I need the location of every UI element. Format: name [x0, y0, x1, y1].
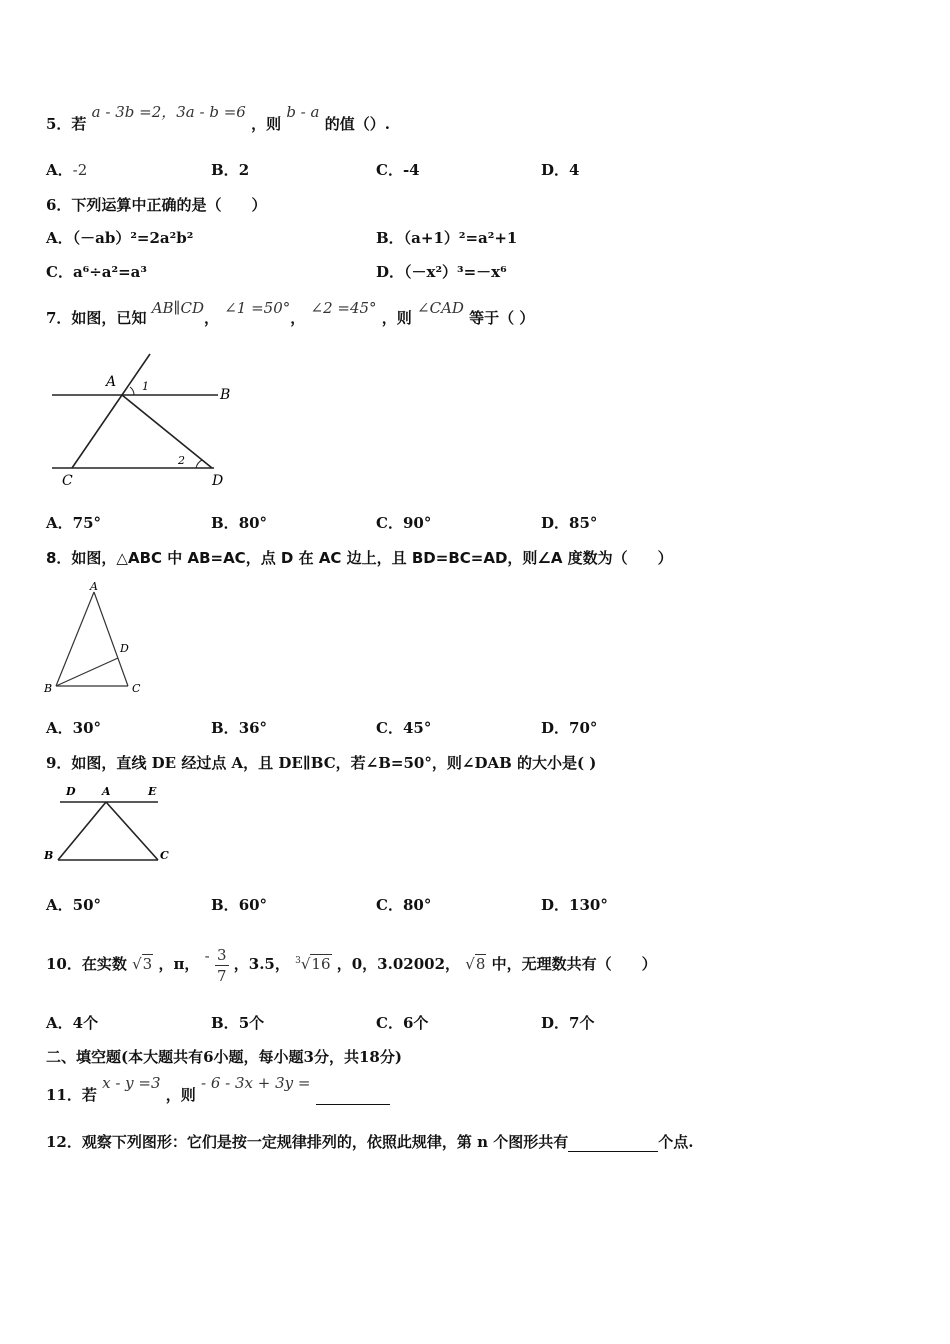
q9-option-a: A．50°: [46, 896, 102, 914]
q10-text2: ，0，3.02002，: [336, 955, 461, 973]
q5-stem: [46, 103, 390, 134]
q6-stem: 6．下列运算中正确的是（ ）: [46, 196, 267, 214]
fraction-sign: -: [204, 947, 210, 965]
q7-angle2: ∠2 =45°: [310, 299, 377, 317]
label-d: D: [120, 642, 129, 655]
q7-angle1: ∠1 =50°: [224, 299, 291, 317]
label-a: A: [102, 785, 111, 798]
q5-expression: b - a: [286, 103, 320, 121]
q8-stem: 8．如图，△ABC 中 AB=AC，点 D 在 AC 边上，且 BD=BC=AD，则∠A 度数为（ ）: [46, 549, 673, 567]
q6-option-a: A．（－ab）²=2a²b²: [46, 229, 194, 247]
q5-tail: 的值（）.: [324, 115, 390, 133]
label-d: D: [212, 473, 224, 489]
q12-text: 12．观察下列图形：它们是按一定规律排列的，依照此规律，第 n 个图形共有: [46, 1133, 569, 1151]
label-b: B: [220, 387, 231, 403]
q12-answer-blank[interactable]: [568, 1137, 658, 1152]
q10-option-c: C．6个: [376, 1014, 429, 1032]
sqrt-8: √8: [465, 955, 486, 973]
q6-option-b: B．（a+1）²=a²+1: [376, 229, 518, 247]
q7-figure: [46, 350, 236, 490]
side-ac: [94, 592, 128, 686]
sqrt-3: √3: [132, 955, 153, 973]
q8-figure: [40, 578, 150, 698]
q6-option-c: C．a⁶÷a²=a³: [46, 263, 147, 281]
q10-option-d: D．7个: [541, 1014, 595, 1032]
q5-option-a: A．-2: [46, 161, 88, 179]
angle2-arc: [196, 460, 202, 468]
q9-figure: [40, 780, 180, 870]
q9-option-c: C．80°: [376, 896, 432, 914]
q7-then: ，则: [381, 309, 412, 327]
line-ca: [72, 354, 150, 468]
label-d: D: [66, 785, 76, 798]
q6-option-d: D．（－x²）³=－x⁶: [376, 263, 507, 281]
q7-angle-cad: ∠CAD: [417, 299, 464, 317]
q10-number: 10．在实数: [46, 955, 127, 973]
q7-stem: 7．如图，已知 AB∥CD， ∠1 =50°， ∠2 =45° ，则 ∠CAD 等于（ ）: [46, 299, 535, 327]
q9-option-d: D．130°: [541, 896, 608, 914]
q11-then: ，则: [165, 1086, 196, 1104]
q10-option-b: B．5个: [211, 1014, 265, 1032]
q10-stem: [46, 942, 657, 986]
q11-stem: [46, 1074, 390, 1105]
q7-option-b: B．80°: [211, 514, 268, 532]
q10-text1: ，3.5，: [233, 955, 290, 973]
q5-option-b: B．2: [211, 161, 250, 179]
label-c: C: [132, 682, 141, 695]
q5-number: 5．若: [46, 115, 87, 133]
q8-option-d: D．70°: [541, 719, 598, 737]
label-e: E: [148, 785, 157, 798]
side-ab: [58, 802, 106, 860]
q12-tail: 个点.: [658, 1133, 694, 1151]
label-b: B: [44, 849, 54, 862]
q10-tail: 中，无理数共有（ ）: [491, 955, 657, 973]
line-ad: [122, 395, 212, 468]
q7-parallel: AB∥CD: [151, 299, 204, 317]
label-a: A: [90, 580, 98, 593]
q7-option-d: D．85°: [541, 514, 598, 532]
label-angle1: 1: [142, 380, 149, 393]
q10-option-a: A．4个: [46, 1014, 99, 1032]
q10-pi: ，π，: [158, 955, 200, 973]
q11-number: 11．若: [46, 1086, 97, 1104]
q7-option-c: C．90°: [376, 514, 432, 532]
q8-option-b: B．36°: [211, 719, 268, 737]
q8-option-c: C．45°: [376, 719, 432, 737]
side-ac: [106, 802, 158, 860]
fraction-3-7: $\frac{3}{7}$: [216, 945, 227, 985]
q11-answer-blank[interactable]: [316, 1090, 390, 1105]
q8-option-a: A．30°: [46, 719, 102, 737]
q12-stem: [46, 1132, 693, 1152]
q5-option-d: D．4: [541, 161, 580, 179]
q9-option-b: B．60°: [211, 896, 268, 914]
q7-tail: 等于（ ）: [469, 309, 535, 327]
label-angle2: 2: [178, 454, 185, 467]
label-c: C: [62, 473, 73, 489]
q11-condition: x - y =3: [102, 1074, 161, 1092]
q7-number: 7．如图，已知: [46, 309, 147, 327]
q9-stem: 9．如图，直线 DE 经过点 A，且 DE∥BC，若∠B=50°，则∠DAB 的大小是( ): [46, 754, 597, 772]
q5-condition: a - 3b =2，3a - b =6: [91, 103, 246, 121]
label-c: C: [160, 849, 169, 862]
label-a: A: [106, 374, 117, 390]
cbrt-16: $^3$√16: [295, 955, 331, 973]
angle1-arc: [130, 387, 134, 395]
q5-option-c: C．-4: [376, 161, 420, 179]
section-heading-fill-in: 二、填空题(本大题共有6小题，每小题3分，共18分): [46, 1048, 402, 1066]
q7-option-a: A．75°: [46, 514, 102, 532]
q5-then: ，则: [251, 115, 282, 133]
q11-expression: - 6 - 3x + 3y =: [201, 1074, 311, 1092]
label-b: B: [44, 682, 53, 695]
